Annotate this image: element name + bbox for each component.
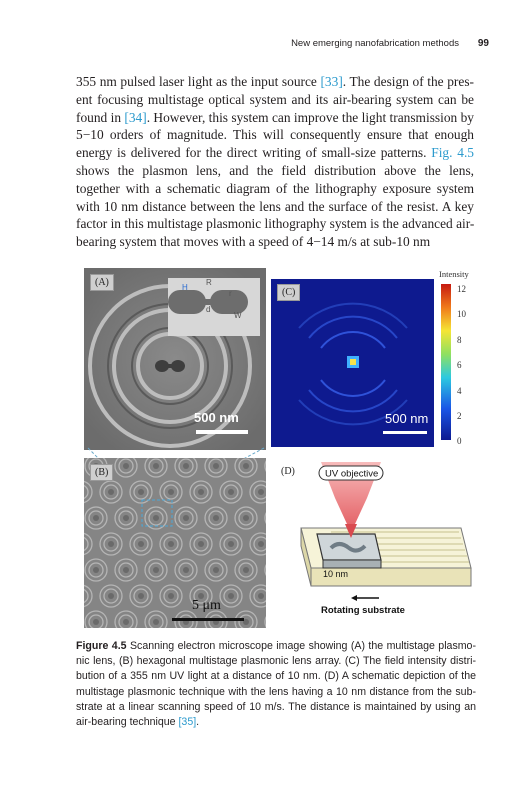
lens-element	[258, 593, 264, 599]
lens-element	[138, 593, 144, 599]
lens-element	[123, 463, 129, 469]
text-run: .	[196, 716, 200, 729]
text-run: air-bearing technique	[76, 716, 179, 729]
lens-element	[168, 489, 174, 495]
inset-label-w: W	[234, 311, 242, 320]
text-run: multistage plasmonic technique with the lens having a 10 nm distance from the sub-	[76, 685, 476, 698]
lens-element	[183, 463, 189, 469]
lens-element	[168, 541, 174, 547]
body-line	[76, 109, 474, 127]
panel-a-sem-lens	[84, 268, 266, 450]
inset-label-d: d	[206, 305, 211, 314]
panel-a-label: (A)	[90, 274, 114, 291]
panel-d-label: (D)	[281, 466, 295, 477]
panel-b-label: (B)	[90, 464, 113, 481]
lens-element	[108, 593, 114, 599]
text-run: . However, this system can improve the light transmission by	[146, 109, 474, 125]
lens-element	[153, 463, 159, 469]
body-line	[76, 215, 474, 233]
lens-element	[153, 567, 159, 573]
lens-element	[243, 463, 249, 469]
lens-element	[138, 541, 144, 547]
gap-label: 10 nm	[323, 569, 349, 579]
reference-link[interactable]: [35]	[178, 716, 197, 729]
rotating-substrate-label: Rotating substrate	[321, 605, 405, 616]
panel-c-image	[271, 268, 478, 450]
lens-element	[228, 593, 234, 599]
lens-element	[213, 515, 219, 521]
lens-element	[243, 515, 249, 521]
lens-element	[138, 489, 144, 495]
colorbar-tick: 6	[457, 360, 462, 370]
body-line	[76, 162, 474, 180]
lens-element	[213, 567, 219, 573]
page-number: 99	[477, 38, 489, 49]
text-run: found in	[76, 109, 125, 125]
text-run: ent focusing multistage optical system and its air-bearing system can be	[76, 91, 474, 107]
section-title: New emerging nanofabrication methods	[291, 38, 459, 49]
panel-c-scale-label: 500 nm	[385, 411, 429, 426]
text-run: factor in this multistage plasmonic lithography system is the advanced air-	[76, 216, 475, 232]
caption-line	[76, 715, 476, 730]
lens-element	[153, 619, 159, 625]
lens-element	[153, 515, 159, 521]
panel-b-lens-array	[84, 458, 266, 628]
text-run: shows the plasmon lens, and the field distribution above the lens,	[76, 162, 474, 178]
lens-element	[108, 489, 114, 495]
reference-link[interactable]: Fig. 4.5	[431, 145, 474, 161]
inset-label-r-outer: R	[206, 278, 212, 287]
panel-c-field-intensity	[271, 268, 478, 450]
lens-element	[93, 619, 99, 625]
text-run: Scanning electron microscope image showing (A) the multistage plasmo-	[126, 640, 476, 652]
caption-line	[76, 669, 476, 684]
text-run: . The design of the pres-	[342, 74, 474, 89]
text-run: strate at a linear scanning speed of 10 m/s. The distance is maintained by using an	[76, 700, 476, 713]
figure-4-5	[84, 268, 478, 632]
caption-line	[76, 700, 476, 715]
body-line	[76, 198, 474, 216]
caption-line	[76, 639, 476, 654]
body-line	[76, 233, 474, 251]
lens-element	[258, 541, 264, 547]
lens-element	[123, 567, 129, 573]
body-line	[76, 180, 474, 198]
figure-caption-label: Figure 4.5	[76, 640, 127, 652]
body-line	[76, 73, 474, 91]
panel-c-label: (C)	[277, 284, 300, 301]
lens-element	[183, 515, 189, 521]
text-run: with 10 nm distance between the lens and the surface of the resist. A key	[76, 198, 474, 214]
caption-line	[76, 654, 476, 669]
running-header	[0, 38, 531, 52]
text-run: bearing system that moves with a speed of 4−14 m/s at sub-10 nm	[76, 234, 431, 250]
colorbar-tick: 2	[457, 411, 462, 421]
lens-element	[168, 593, 174, 599]
inset-label-h: H	[182, 283, 188, 292]
lens-element	[228, 541, 234, 547]
reference-link[interactable]: [33]	[320, 74, 343, 89]
uv-objective-label: UV objective	[325, 468, 379, 480]
panel-a-scale-label: 500 nm	[194, 410, 239, 425]
text-run: energy is delivered for the direct writing of small-size patterns.	[76, 145, 432, 161]
body-line	[76, 144, 474, 162]
colorbar-tick: 10	[457, 309, 466, 319]
colorbar-tick: 4	[457, 386, 462, 396]
lens-element	[93, 515, 99, 521]
panel-d-image	[271, 458, 478, 628]
text-run: 5−10 orders of magnitude. This will consequently ensure that enough	[76, 127, 474, 143]
lens-element	[228, 489, 234, 495]
lens-element	[93, 567, 99, 573]
body-line	[76, 126, 474, 144]
reference-link[interactable]: [34]	[124, 109, 147, 125]
colorbar-title: Intensity	[439, 269, 469, 279]
lens-element	[123, 515, 129, 521]
body-paragraph	[76, 73, 474, 251]
lens-element	[108, 541, 114, 547]
text-run: bution of a 355 nm UV light at a distance of 10 nm. (D) A schematic depiction of the	[76, 670, 476, 683]
text-run: together with a schematic diagram of the lithography exposure system	[76, 180, 474, 196]
panel-d-schematic	[271, 458, 478, 628]
body-line	[76, 91, 474, 109]
panel-b-image	[84, 458, 266, 628]
lens-element	[243, 567, 249, 573]
text-run: nic lens, (B) hexagonal multistage plasmonic lens array. (C) The field intensity distri-	[76, 655, 476, 668]
lens-element	[198, 489, 204, 495]
lens-element	[213, 463, 219, 469]
caption-line	[76, 685, 476, 700]
lens-element	[198, 541, 204, 547]
lens-element	[258, 489, 264, 495]
colorbar-tick: 12	[457, 284, 466, 294]
lens-element	[183, 567, 189, 573]
lens-element	[123, 619, 129, 625]
colorbar-tick: 0	[457, 436, 462, 446]
panel-b-scale-label: 5 μm	[192, 598, 221, 613]
text-run: 355 nm pulsed laser light as the input source	[76, 74, 321, 89]
inset-label-r-inner: r	[229, 289, 232, 298]
figure-caption	[76, 639, 476, 730]
colorbar-tick: 8	[457, 335, 462, 345]
